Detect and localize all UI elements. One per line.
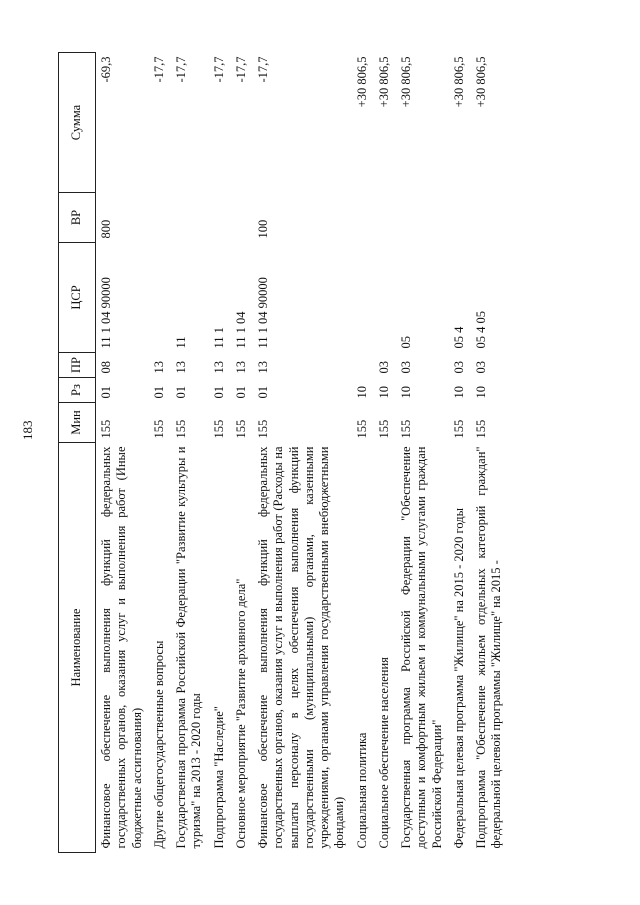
table-row xyxy=(471,53,509,853)
cell-name: Социальная политика xyxy=(354,732,369,849)
header-rz: Рз xyxy=(59,378,96,403)
page-number: 183 xyxy=(20,420,35,440)
cell-pr: 13 xyxy=(211,361,226,374)
cell-vr xyxy=(396,193,449,243)
cell-min: 155 xyxy=(451,419,466,439)
cell-pr: 03 xyxy=(451,361,466,374)
cell-sum: +30 806,5 xyxy=(354,56,369,108)
cell-min: 155 xyxy=(233,419,248,439)
cell-min: 155 xyxy=(354,419,369,439)
cell-csr: 11 1 04 90000 xyxy=(256,277,270,349)
cell-sum: +30 806,5 xyxy=(451,56,466,108)
cell-min: 155 xyxy=(174,419,188,439)
cell-name: Подпрограмма "Обеспечение жильем отдельных категорий граждан" федеральной целевой программы "Жилище" на 2015 - xyxy=(474,446,504,849)
cell-min: 155 xyxy=(376,419,391,439)
cell-csr: 11 1 04 90000 xyxy=(99,277,113,349)
table-row xyxy=(253,53,352,853)
cell-rz: 10 xyxy=(354,386,369,399)
cell-rz: 10 xyxy=(376,386,391,399)
cell-sum: +30 806,5 xyxy=(376,56,391,108)
cell-csr: 11 xyxy=(174,336,188,349)
header-name: Наименование xyxy=(59,443,96,853)
table-row xyxy=(374,53,396,853)
header-vr: ВР xyxy=(59,193,96,243)
cell-name: Государственная программа Российской Федерации "Обеспечение доступным и комфортным жильем и коммунальными услугами граждан Российской Федерации" xyxy=(399,446,444,849)
cell-name: Финансовое обеспечение выполнения функций федеральных государственных органов, оказания услуг и выполнения работ (Расходы на выплаты персоналу в целях обеспечения выполнения функций государственными (муниципальными) органами, казенными учреждениями, органами управления государственными внебюджетными фондами) xyxy=(256,446,347,849)
cell-vr xyxy=(471,193,509,243)
cell-csr: 11 1 xyxy=(211,327,226,349)
cell-csr: 05 4 xyxy=(451,326,466,349)
cell-vr xyxy=(374,193,396,243)
cell-name: Государственная программа Российской Федерации "Развитие культуры и туризма" на 2013 - 2020 годы xyxy=(174,446,204,849)
table-row xyxy=(209,53,231,853)
cell-vr xyxy=(352,193,374,243)
header-sum: Сумма xyxy=(59,53,96,193)
table-row xyxy=(96,53,149,853)
cell-vr xyxy=(209,193,231,243)
table-row xyxy=(449,53,471,853)
cell-name: Федеральная целевая программа "Жилище" на 2015 - 2020 годы xyxy=(451,507,466,849)
cell-vr xyxy=(231,193,253,243)
cell-sum: -17,7 xyxy=(233,56,248,83)
cell-name: Подпрограмма "Наследие" xyxy=(211,706,226,849)
cell-rz: 10 xyxy=(451,386,466,399)
cell-pr: 03 xyxy=(474,361,488,374)
cell-sum: +30 806,5 xyxy=(399,56,413,108)
table-header-row xyxy=(59,53,96,853)
cell-sum: -17,7 xyxy=(151,56,166,83)
header-pr: ПР xyxy=(59,353,96,378)
cell-rz: 01 xyxy=(211,386,226,399)
cell-rz: 01 xyxy=(99,386,113,399)
cell-sum: -17,7 xyxy=(211,56,226,83)
cell-name: Основное мероприятие "Развитие архивного дела" xyxy=(233,578,248,849)
cell-sum: -17,7 xyxy=(256,56,270,83)
cell-rz: 10 xyxy=(474,386,488,399)
cell-pr: 13 xyxy=(174,361,188,374)
cell-min: 155 xyxy=(151,419,166,439)
cell-csr: 11 1 04 xyxy=(233,311,248,349)
cell-rz: 01 xyxy=(233,386,248,399)
cell-pr: 03 xyxy=(376,361,391,374)
cell-name: Другие общегосударственные вопросы xyxy=(151,640,166,849)
cell-csr: 05 xyxy=(399,336,413,349)
cell-pr: 13 xyxy=(256,361,270,374)
table-row xyxy=(171,53,209,853)
header-csr: ЦСР xyxy=(59,243,96,353)
cell-pr: 13 xyxy=(233,361,248,374)
cell-sum: -69,3 xyxy=(99,56,113,83)
table-row xyxy=(396,53,449,853)
cell-pr: 13 xyxy=(151,361,166,374)
cell-vr xyxy=(171,193,209,243)
cell-rz: 10 xyxy=(399,386,413,399)
cell-rz: 01 xyxy=(174,386,188,399)
cell-rz: 01 xyxy=(151,386,166,399)
cell-vr: 800 xyxy=(99,219,113,239)
cell-min: 155 xyxy=(256,419,270,439)
budget-table-sheet xyxy=(58,53,588,853)
cell-csr: 05 4 05 xyxy=(474,311,488,349)
cell-vr: 100 xyxy=(256,219,270,239)
cell-vr xyxy=(449,193,471,243)
cell-sum: -17,7 xyxy=(174,56,188,83)
table-row xyxy=(231,53,253,853)
cell-pr xyxy=(352,353,374,378)
cell-csr xyxy=(374,243,396,353)
cell-name: Социальное обеспечение населения xyxy=(376,657,391,849)
cell-name: Финансовое обеспечение выполнения функций федеральных государственных органов, оказания услуг и выполнения работ (Иные бюджетные ассигнования) xyxy=(99,446,144,849)
cell-sum: +30 806,5 xyxy=(474,56,488,108)
cell-min: 155 xyxy=(474,419,488,439)
cell-min: 155 xyxy=(399,419,413,439)
header-min: Мин xyxy=(59,403,96,443)
cell-pr: 08 xyxy=(99,361,113,374)
cell-csr xyxy=(352,243,374,353)
cell-min: 155 xyxy=(211,419,226,439)
budget-table xyxy=(58,52,509,853)
cell-rz: 01 xyxy=(256,386,270,399)
cell-csr xyxy=(149,243,171,353)
table-row xyxy=(352,53,374,853)
cell-min: 155 xyxy=(99,419,113,439)
cell-vr xyxy=(149,193,171,243)
table-row xyxy=(149,53,171,853)
cell-pr: 03 xyxy=(399,361,413,374)
